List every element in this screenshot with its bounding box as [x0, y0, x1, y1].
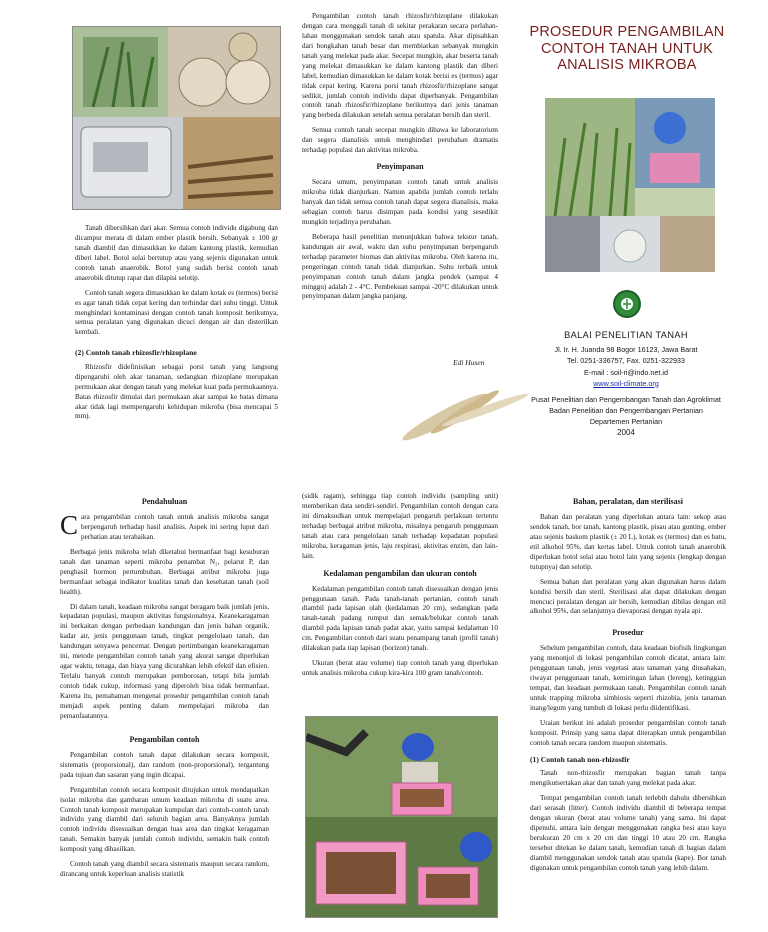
cover-contact — [515, 328, 737, 389]
email[interactable]: E-mail : soil-ri@indo.net.id — [584, 367, 668, 377]
paragraph: Semua bahan dan peralatan yang akan digunakan harus dalam kondisi bersih dan steril. Sterilisasi alat dapat dilakukan dengan mencuci peralatan dengan air bersih, kemudian dibilas dengan etil alkohol 95%, dan selanjutnya dievaporasi dengan nyala api. — [530, 577, 726, 616]
paragraph: (sidik ragam), sehingga tiap contoh individu (sampling unit) memberikan data sendiri-sendiri. Pengambilan contoh dengan cara ini dimaksudkan untuk mempelajari pengaruh perlakuan tertentu terhadap berbagai atribut mikroba, misalnya pengaruh penggunaan tanah atau cara pengelolaan tanah terhadap kepadatan populasi mikroba, keragaman jenis, laju respirasi, aktivitas enzim, dan lain-lain. — [302, 492, 498, 560]
website-link[interactable]: www.soil-climate.org — [593, 378, 659, 388]
paragraph: Kedalaman pengambilan contoh tanah disesuaikan dengan jenis penggunaan tanah. Pada tanah-tanah pertanian, contoh tanah diambil pada lapisan olah (kedalaman 20 cm), sedangkan pada tanah-tanah padang rumput dan semak/belukar contoh tanah diambil pada lapisan tanah padat akar, yaitu sampai kedalaman 10 cm. Pengambilan contoh dari suatu penampang tanah (profil tanah) dilakukan pada tiap lapisan (horizon) tanah. — [302, 584, 498, 653]
leaf-logo-icon — [615, 292, 639, 316]
section-heading: Pengambilan contoh — [129, 734, 200, 744]
institution-name: BALAI PENELITIAN TANAH — [564, 330, 688, 340]
paragraph: Tanah non-rhizosfir merupakan bagian tanah tanpa mengikutsertakan akar dan tanah yang melekat pada akar. — [530, 769, 726, 788]
paragraph: Sebelum pengambilan contoh, data keadaan biofisik lingkungan yang menonjol di lokasi pengambilan contoh dicatat, antara lain: penggunaan tanah, jenis vegetasi atau tanaman yang diusahakan, riwayat penggunaan tanah, kemiringan lahan (lereng), ketinggian tempat, dan keadaan permukaan tanah. Pengambilan contoh tanah untuk trapping mikroba simbiosis seperti rhizobia, jenis tanaman inang/legum yang tumbuh di lokasi perlu diidentifikasi. — [530, 644, 726, 713]
paragraph: Tanah dibersihkan dari akar. Semua contoh individu digabung dan dicampur merata di dalam ember plastik bersih. Sebanyak ± 100 gr tanah diambil dan dimasukkan ke dalam kantong plastik, kemudian diberi label. Botol selai bertutup atau yang sejenis digunakan untuk contoh tanah anaerobik. Botol yang sudah berisi contoh tanah anaerobik ditutup rapat dan dilapisi selotip. — [75, 224, 278, 282]
year: 2004 — [617, 428, 635, 438]
paragraph: Di dalam tanah, keadaan mikroba sangat beragam baik jumlah jenis, kepadatan populasi, maupun aktivitas fungsionalnya. Keanekaragaman ini berkaitan dengan perbedaan kandungan dan jenis bahan organik, kadar air, jenis penggunaan tanah, tingkat pengelolaan tanah, dan kandungan senyawa pencemar. Dengan pertimbangan keanekaragaman ini, metode pengambilan contoh tanah yang akurat sangat diperlukan agar waktu, tenaga, dan biaya yang dicurahkan lebih efektif dan efisien. Terlalu banyak contoh merupakan pemborosan, tetapi bila jumlah contoh tidak cukup, informasi yang diperoleh bisa tidak bermanfaat. Karena itu, pemahaman mengenai prosedur pengambilan contoh tanah menjadi aspek penting dalam mempelajari mikroba dan pemanfaatannya. — [60, 602, 269, 720]
institution-logo — [613, 290, 641, 318]
section-heading: (1) Contoh tanah non-rhizosfir — [530, 754, 630, 764]
address: Jl. Ir. H. Juanda 98 Bogor 16123, Jawa Barat — [554, 345, 698, 355]
author-name: Edi Husen — [453, 358, 485, 367]
paragraph: Ukuran (berat atau volume) tiap contoh tanah yang diperlukan untuk analisis mikroba cukup kira-kira 100 gram tanah/contoh. — [302, 659, 498, 678]
inner-middle-column — [302, 492, 498, 684]
seed-icon — [385, 372, 535, 462]
lab-photo-collage — [72, 26, 281, 210]
inner-right-column — [530, 492, 726, 879]
paragraph: Berbagai jenis mikroba telah diketahui bermanfaat bagi kesuburan tanah dan tanaman seperti mikroba penambat N₂, pelarut P, dan penghasil hormon pertumbuhan. Berbagai atribut mikroba juga bermanfaat sebagai indikator kualitas tanah dan kesehatan tanah (soil health). — [60, 547, 269, 596]
paragraph: Contoh tanah segera dimasukkan ke dalam kotak es (termos) berisi es agar tanah tidak cepat kering dan terhindar dari suhu tinggi. Untuk menghindari kontaminasi dengan contoh tanah komposit berikutnya, semua peralatan yang digunakan dicuci dengan air dan disterilkan kembali. — [75, 288, 278, 337]
cover-organization — [515, 394, 737, 440]
cover-title: PROSEDUR PENGAMBILAN CONTOH TANAH UNTUK ANALISIS MIKROBA — [529, 24, 725, 74]
paragraph: Beberapa hasil penelitian menunjukkan bahwa tekstur tanah, kandungan air awal, waktu dan suhu penyimpanan berpengaruh terhadap parameter biomas dan aktivitas mikroba. Oleh karena itu, pengeringan contoh tanah tidak dianjurkan. Suhu terbaik untuk penyimpanan contoh tanah dalam jangka pendek (sampai 4 minggu) adalah 2 - 4°C. Pembekuan sampai -20°C dilakukan untuk penyimpanan dalam jangka panjang. — [302, 232, 498, 301]
field-photo-collage — [545, 98, 715, 272]
field-collage-image — [545, 98, 715, 272]
section-heading: Penyimpanan — [376, 162, 424, 172]
phone: Tel. 0251-336757, Fax. 0251-322933 — [567, 356, 685, 366]
paragraph: Uraian berikut ini adalah prosedur pengambilan contoh tanah komposit. Prinsip yang sama dapat diterapkan untuk pengambilan contoh tanah secara random maupun sistematis. — [530, 719, 726, 747]
soil-sampling-photo — [305, 716, 498, 918]
middle-column-top — [302, 12, 498, 307]
section-heading: Bahan, peralatan, dan sterilisasi — [572, 497, 683, 506]
paragraph: Semua contoh tanah secepat mungkin dibawa ke laboratorium dan segera dianalisis untuk menghindari perubahan dramatis terhadap populasi dan aktivitas mikroba. — [302, 126, 498, 155]
paragraph: Bahan dan peralatan yang diperlukan antara lain: sekop atau sendok tanah, bor tanah, kantong plastik, pisau atau gunting, ember atau sejenis baskom plastik (± 20 L), kotak es (termos) dan es batu, etil alkohol 95%, dan kertas label. Untuk contoh tanah anaerobik diperlukan botol selai atau botol lain yang sejenis (lengkap dengan tutupnya) dan selotip. — [530, 513, 726, 571]
paragraph: Contoh tanah yang diambil secara sistematis maupun secara random, dirancang untuk keperluan analisis statistik — [60, 860, 269, 879]
section-heading: Prosedur — [612, 628, 644, 638]
soil-sampling-image — [306, 717, 497, 917]
section-heading: Kedalaman pengambilan dan ukuran contoh — [323, 568, 477, 578]
org-line-2: Badan Penelitian dan Pengembangan Pertanian — [549, 406, 703, 416]
intro-paragraph: Cara pengambilan contoh tanah untuk analisis mikroba sangat berpengaruh terhadap hasil analisis. Aspek ini sering luput dari perhatian atau terabaikan. — [60, 510, 269, 541]
paragraph: Tempat pengambilan contoh tanah terlebih dahulu dibersihkan dari serasah (litter). Contoh individu diambil di beberapa tempat dengan ukuran (berat atau volume tanah) yang sama. Ini dapat dipenuhi, antara lain dengan menggunakan rangka besi atau kayu berukuran 20 cm x 20 cm dan tinggi 10 atau 20 cm. Rangka tersebut ditekan ke dalam tanah, kemudian tanah di bagian dalam diambil menggunakan sendok tanah atau spatula (kape). Bor tanah digunakan untuk pengambilan contoh tanah yang lebih dalam. — [530, 794, 726, 872]
section-heading: Pendahuluan — [141, 497, 188, 506]
paragraph: Pengambilan contoh tanah dapat dilakukan secara komposit, sistematis (proporsional), dan random (non-proporsional), tergantung pada tujuan dan sasaran yang ingin dicapai. — [60, 750, 269, 779]
org-line-1: Pusat Penelitian dan Pengembangan Tanah dan Agroklimat — [531, 395, 721, 404]
drop-cap: C — [60, 510, 79, 541]
paragraph: Rhizosfir didefinisikan sebagai porsi tanah yang langsung dipengaruhi oleh akar tanaman, sedangkan rhizoplane merupakan permukaan akar dengan tanah yang melekat kuat pada permukaannya. Batas rhizosfir dimulai dari permukaan akar sampai ke batas dimana akar tidak lagi mempengaruhi kehidupan mikroba (bisa mencapai 5 mm). — [75, 362, 278, 421]
seed-illustration — [385, 372, 535, 462]
section-heading: (2) Contoh tanah rhizosfir/rhizoplane — [75, 348, 197, 358]
paragraph: Secara umum, penyimpanan contoh tanah untuk analisis mikroba tidak dianjurkan. Namun apabila jumlah contoh terlalu banyak dan tidak semua contoh tanah dapat segera dianalisis, maka sebagian contoh harus disimpan pada kondisi yang sesedikit mungkin terjadinya perubahan. — [302, 178, 498, 226]
lab-collage-image — [73, 27, 280, 209]
paragraph: Pengambilan contoh tanah rhizosfir/rhizoplane dilakukan dengan cara menggali tanah di sekitar perakaran secara perlahan-lahan menggunakan sendok tanah atau spatula. Akar dipisahkan dari bongkahan tanah besar dan membiarkan sebanyak mungkin tanah yang melekat pada akar. Secepat mungkin, akar beserta tanah yang melekat dimasukkan ke dalam kantong plastik dan diberi label, kemudian dimasukkan ke dalam kotak berisi es (termos) agar tidak cepat kering. Karena porsi tanah rhizosfir/rhizoplane sangat sedikit, jumlah contoh individu dapat diperbanyak. Pengambilan contoh tanah rhizosfir/rhizoplane berikutnya dari jenis tanaman yang berbeda dilakukan setelah semua peralatan bersih dan steril. — [302, 12, 498, 120]
org-line-3: Departemen Pertanian — [589, 417, 663, 427]
left-column-top — [75, 224, 278, 427]
inner-left-column — [60, 492, 269, 885]
paragraph: Pengambilan contoh secara komposit ditujukan untuk mendapatkan isolat mikroba dan gambaran umum keadaan mikroba di suatu area. Contoh tanah komposit merupakan kumpulan dari contoh-contoh tanah individu yang diambil dari seluruh bagian area. Banyaknya jumlah contoh individu disesuaikan dengan luas area dan tingkat keragaman tanah. Semakin banyak jumlah contoh individu, semakin baik contoh komposit yang dihasilkan. — [60, 785, 269, 854]
